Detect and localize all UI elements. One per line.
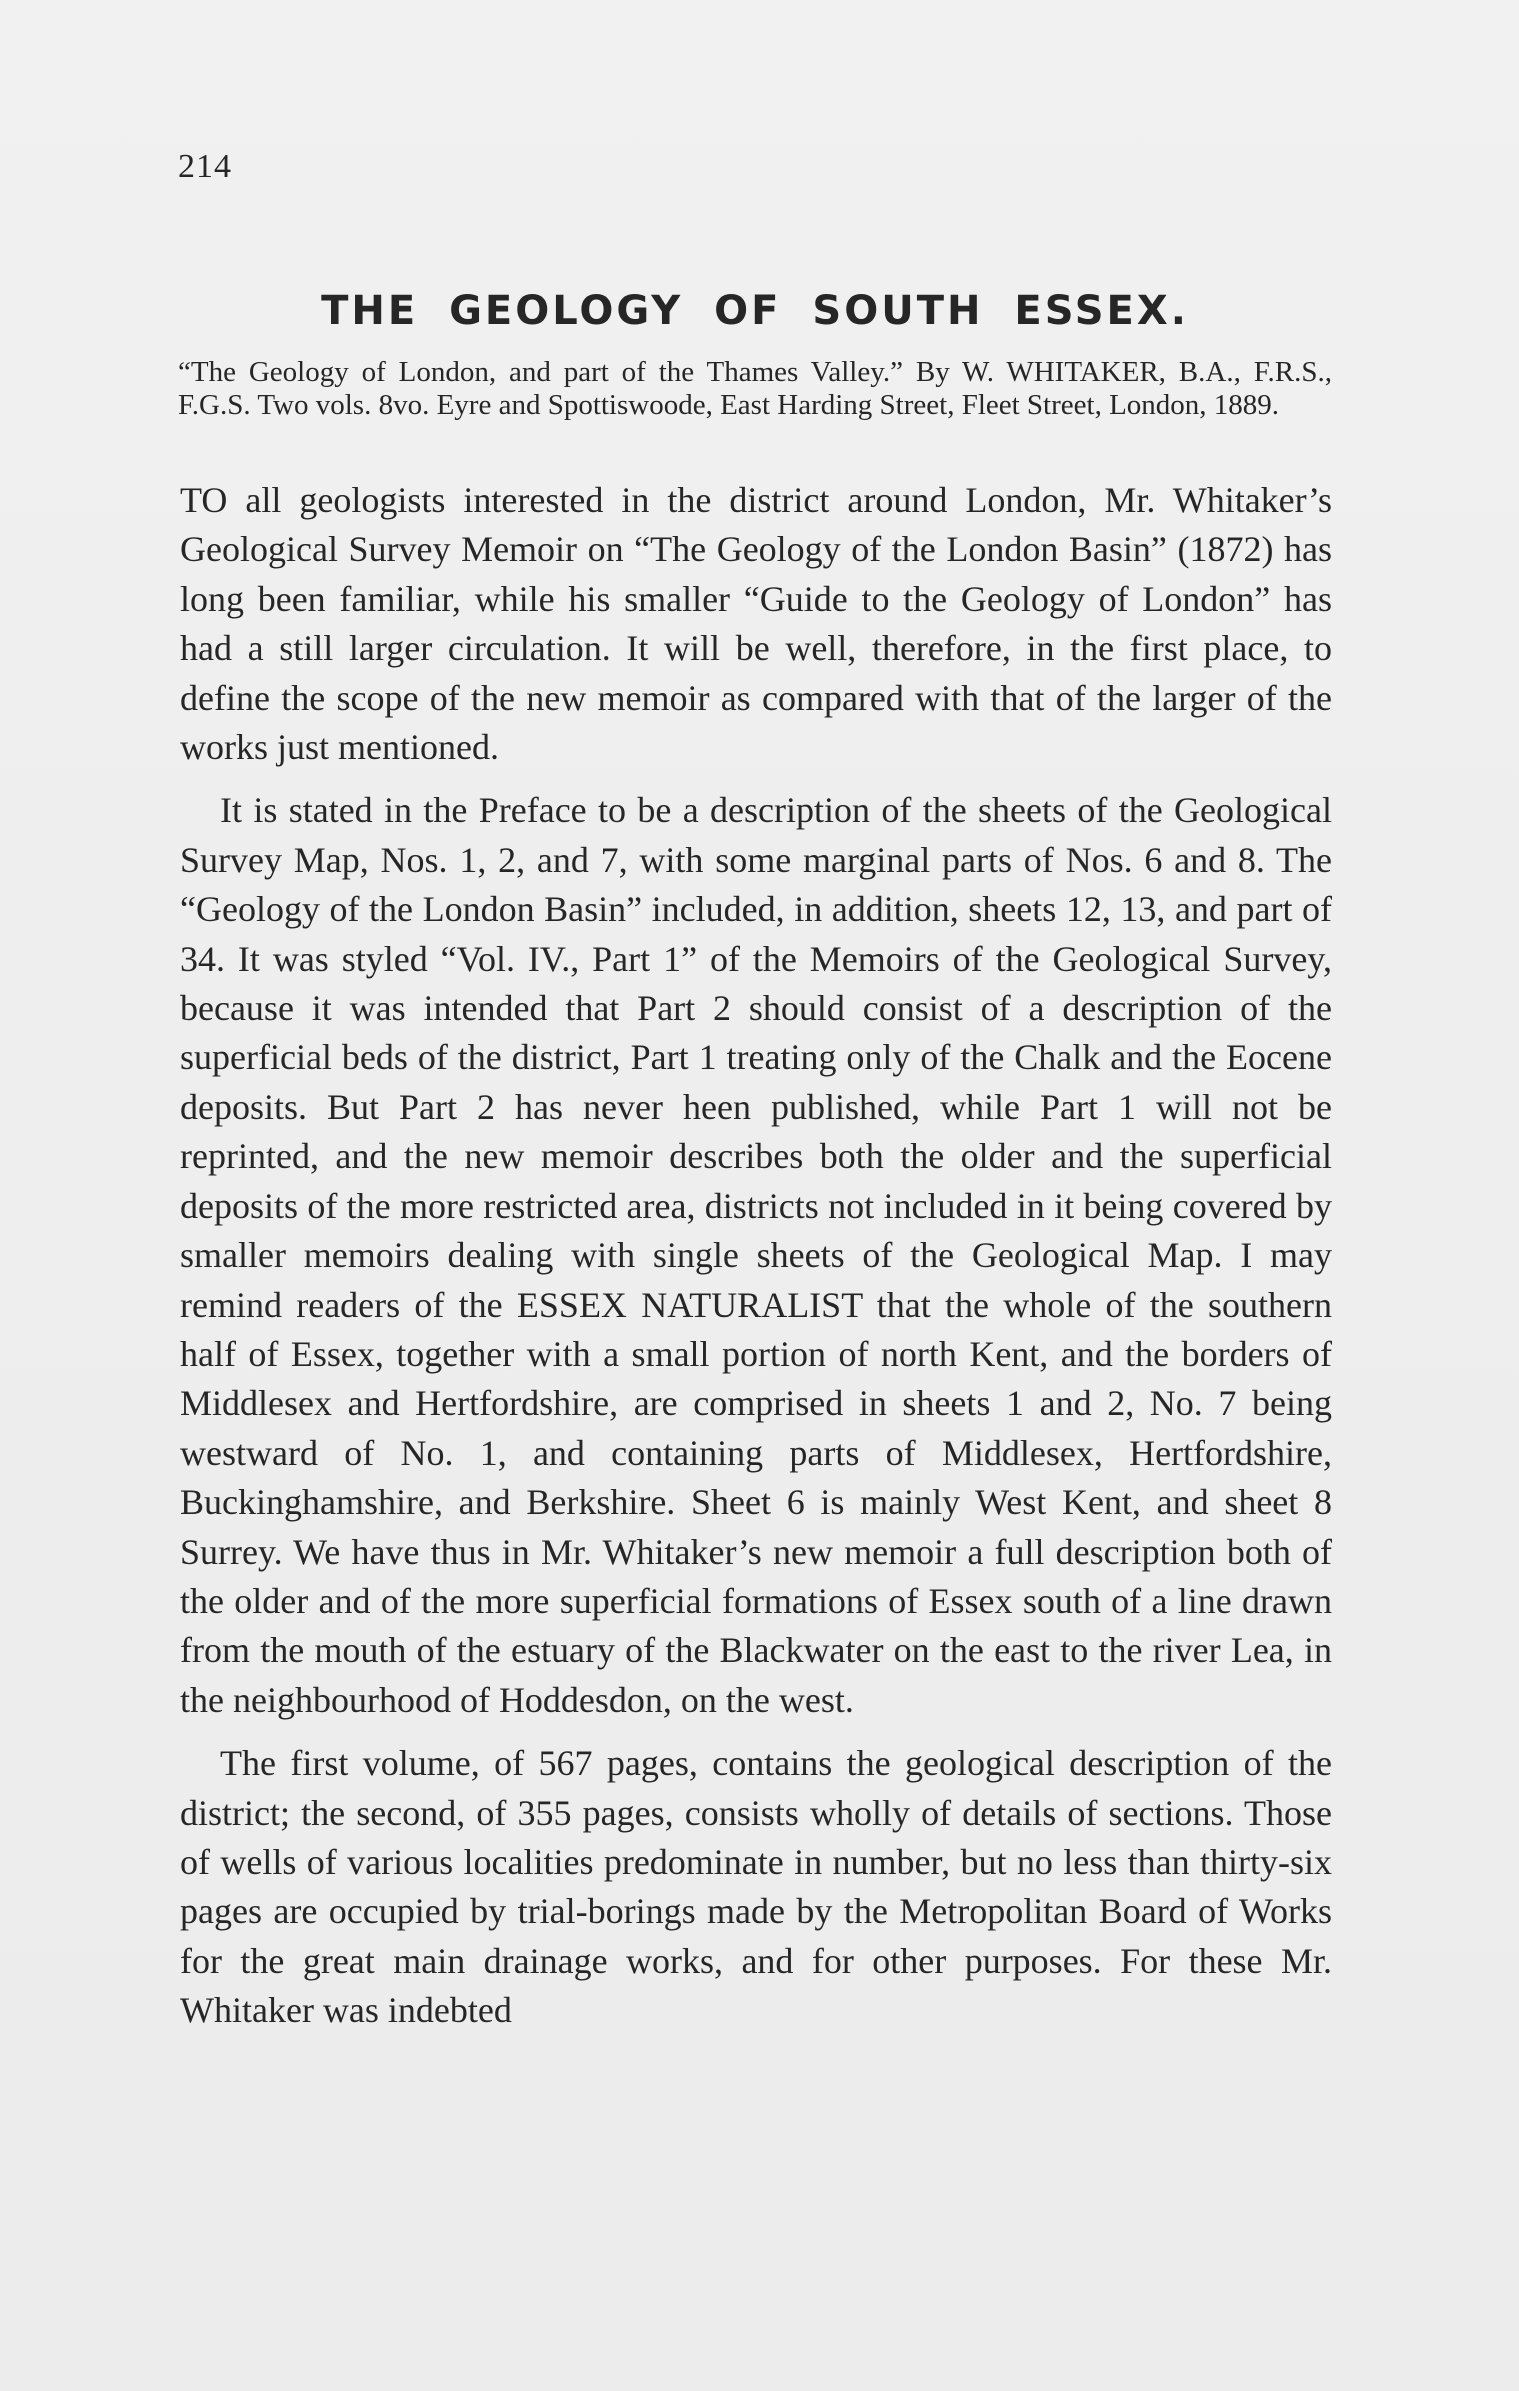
article-body: [180, 476, 1332, 2036]
page-number: 214: [178, 148, 232, 185]
book-citation: “The Geology of London, and part of the Thames Valley.” By W. WHITAKER, B.A., F.R.S., F.G.S. Two vols. 8vo. Eyre and Spottiswoode, East Harding Street, Fleet Street, London, 1889.: [178, 356, 1332, 421]
paragraph-1: TO all geologists interested in the district around London, Mr. Whitaker’s Geological Survey Memoir on “The Geology of the London Basin” (1872) has long been familiar, while his smaller “Guide to the Geology of London” has had a still larger circulation. It will be well, therefore, in the first place, to define the scope of the new memoir as compared with that of the larger of the works just mentioned.: [180, 480, 1332, 768]
article-title: THE GEOLOGY OF SOUTH ESSEX.: [321, 288, 1189, 334]
paragraph-3: The first volume, of 567 pages, contains the geological description of the district; the second, of 355 pages, consists wholly of details of sections. Those of wells of various localities predominate in number, but no less than thirty-six pages are occupied by trial-borings made by the Metropolitan Board of Works for the great main drainage works, and for other purposes. For these Mr. Whitaker was indebted: [180, 1743, 1332, 2031]
paragraph-2: It is stated in the Preface to be a description of the sheets of the Geological Survey Map, Nos. 1, 2, and 7, with some marginal parts of Nos. 6 and 8. The “Geology of the London Basin” included, in addition, sheets 12, 13, and part of 34. It was styled “Vol. IV., Part 1” of the Memoirs of the Geological Survey, because it was intended that Part 2 should consist of a description of the superficial beds of the district, Part 1 treating only of the Chalk and the Eocene deposits. But Part 2 has never heen published, while Part 1 will not be reprinted, and the new memoir describes both the older and the superficial deposits of the more restricted area, districts not included in it being covered by smaller memoirs dealing with single sheets of the Geological Map. I may remind readers of the ESSEX NATURALIST that the whole of the southern half of Essex, together with a small portion of north Kent, and the borders of Middlesex and Hertfordshire, are comprised in sheets 1 and 2, No. 7 being westward of No. 1, and containing parts of Middlesex, Hertfordshire, Buckinghamshire, and Berkshire. Sheet 6 is mainly West Kent, and sheet 8 Surrey. We have thus in Mr. Whitaker’s new memoir a full description both of the older and of the more superficial formations of Essex south of a line drawn from the mouth of the estuary of the Blackwater on the east to the river Lea, in the neighbourhood of Hoddesdon, on the west.: [180, 790, 1332, 1720]
